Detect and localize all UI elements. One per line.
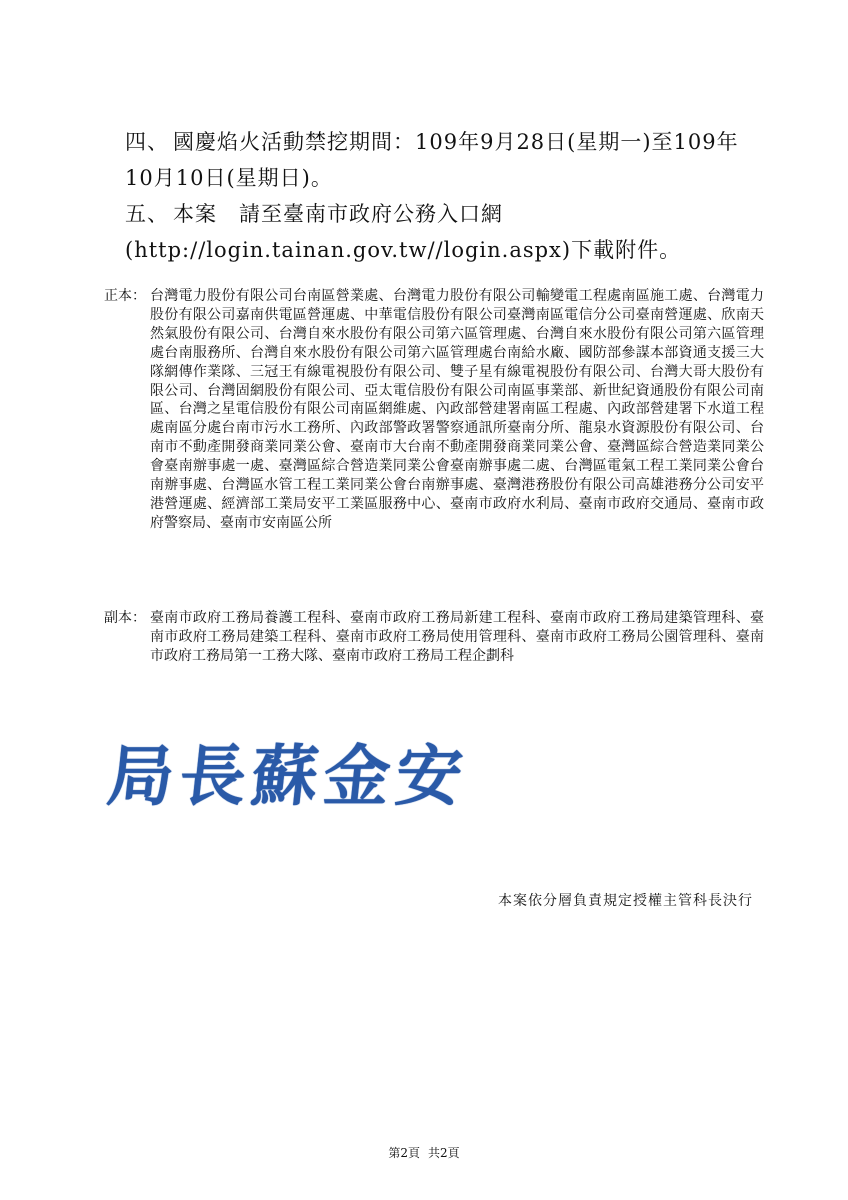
item-text: 本案 請至臺南市政府公務入口網(http://login.tainan.gov.tw//login.aspx)下載附件。 [125, 202, 682, 262]
section-item-4 [125, 124, 765, 196]
main-recipients-list: 台灣電力股份有限公司台南區營業處、台灣電力股份有限公司輸變電工程處南區施工處、台灣電力股份有限公司嘉南供電區營運處、中華電信股份有限公司臺灣南區電信分公司臺南營運處、欣南天然氣股份有限公司、台灣自來水股份有限公司第六區管理處、台灣自來水股份有限公司第六區管理處台南服務所、台灣自來水股份有限公司第六區管理處台南給水廠、國防部參謀本部資通支援三大隊網傳作業隊、三冠王有線電視股份有限公司、雙子星有線電視股份有限公司、台灣大哥大股份有限公司、台灣固網股份有限公司、亞太電信股份有限公司南區事業部、新世紀資通股份有限公司南區、台灣之星電信股份有限公司南區網維處、內政部營建署南區工程處、內政部營建署下水道工程處南區分處台南市污水工務所、內政部警政署警察通訊所臺南分所、龍泉水資源股份有限公司、台南市不動產開發商業同業公會、臺南市大台南不動產開發商業同業公會、臺灣區綜合營造業同業公會臺南辦事處一處、臺灣區綜合營造業同業公會臺南辦事處二處、台灣區電氣工程工業同業公會台南辦事處、台灣區水管工程工業同業公會台南辦事處、臺灣港務股份有限公司高雄港務分公司安平港營運處、經濟部工業局安平工業區服務中心、臺南市政府水利局、臺南市政府交通局、臺南市政府警察局、臺南市安南區公所 [150, 288, 764, 531]
director-signature-stamp: 局長蘇金安 [103, 737, 473, 815]
item-text: 國慶焰火活動禁挖期間：109年9月28日(星期一)至109年10月10日(星期日)。 [125, 130, 739, 190]
cc-recipients-list: 臺南市政府工務局養護工程科、臺南市政府工務局新建工程科、臺南市政府工務局建築管理科、臺南市政府工務局建築工程科、臺南市政府工務局使用管理科、臺南市政府工務局公園管理科、臺南市政府工務局第一工務大隊、臺南市政府工務局工程企劃科 [150, 610, 764, 664]
page-current: 第2頁 [388, 1146, 420, 1160]
main-recipients [104, 287, 764, 533]
page-number [0, 1145, 848, 1161]
cc-recipients [104, 609, 764, 666]
delegation-note: 本案依分層負責規定授權主管科長決行 [498, 893, 753, 909]
item-number: 四、 [125, 130, 169, 154]
cc-recipients-label: 副本： [104, 610, 146, 626]
section-item-5 [125, 196, 765, 268]
item-number: 五、 [125, 202, 169, 226]
main-recipients-label: 正本： [104, 288, 146, 304]
page-total: 共2頁 [428, 1146, 460, 1160]
